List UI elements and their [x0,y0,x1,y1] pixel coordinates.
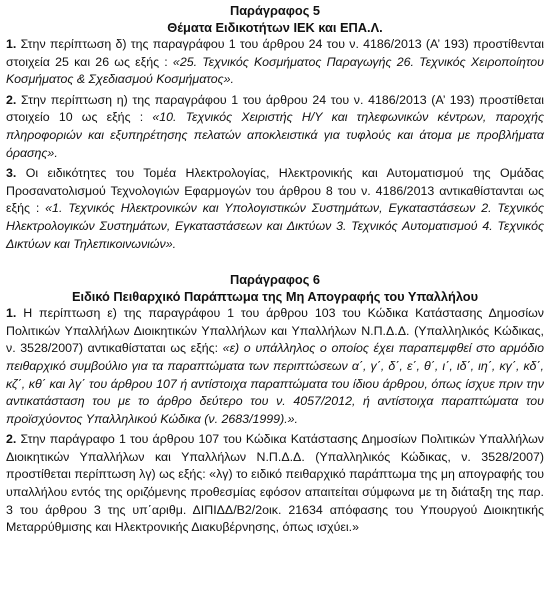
section-5-item-2 [6,92,544,162]
item-quote: «10. Τεχνικός Χειριστής Η/Υ και τηλεφωνικών κέντρων, παροχής πληροφοριών και εξυπηρέτησης πελατών αποκλειστικά για τυφλούς και άτομα με προβλήματα όρασης». [6,110,544,160]
item-text: Οι ειδικότητες του Τομέα Ηλεκτρολογίας, Ηλεκτρονικής και Αυτοματισμού της Ομάδας Προσανατολισμού Τεχνολογιών Εφαρμογών του άρθρου 8 του ν. 4186/2013 αντικαθίστανται ως εξής : [6,166,544,216]
section-5 [6,3,544,253]
item-number: 1. [6,306,17,321]
item-number: 1. [6,37,17,51]
item-text: Στην περίπτωση η) της παραγράφου 1 του άρθρου 24 του ν. 4186/2013 (Α’ 193) προστίθεται στοιχείο 10 ως εξής : [6,92,544,125]
section-5-item-3 [6,165,544,253]
item-text: Στην περίπτωση δ) της παραγράφου 1 του άρθρου 24 του ν. 4186/2013 (Α’ 193) προστίθενται στοιχεία 25 και 26 ως εξής : [6,37,544,69]
section-5-item-1 [6,36,544,89]
item-number: 2. [6,432,17,447]
section-6-subheading: Ειδικό Πειθαρχικό Παράπτωμα της Μη Απογραφής του Υπαλλήλου [71,288,479,304]
section-6 [6,272,544,537]
item-quote: «1. Τεχνικός Ηλεκτρονικών και Υπολογιστικών Συστημάτων, Εγκαταστάσεων 2. Τεχνικός Ηλεκτρολογικών Συστημάτων, Εγκαταστάσεων και Δικτύων 3. Τεχνικός Αυτοματισμού 4. Τεχνικός Δικτύων και Τηλεπικοινωνιών». [6,201,544,251]
item-quote: «ε) ο υπάλληλος ο οποίος έχει παραπεμφθεί στο αρμόδιο πειθαρχικό συμβούλιο για τα παραπτώματα των περιπτώσεων α΄, γ΄, δ΄, ε΄, θ΄, ι΄, ιδ΄, ιη΄, κγ΄, κδ΄, κζ΄, κθ΄ και λγ΄ του άρθρου 107 ή αντίστοιχα παραπτώματα του ίδιου άρθρου, όπως ίσχυε πριν την αντικατάσταση του με το άρθρο δεύτερο του ν. 4057/2012, ή αντίστοιχα παραπτώματα του προϊσχύοντος Υπαλληλικού Κώδικα (ν. 2683/1999).». [6,341,544,426]
section-6-item-2 [6,431,544,537]
section-5-heading: Παράγραφος 5 [229,3,321,18]
item-number: 2. [6,92,17,107]
item-quote: «25. Τεχνικός Κοσμήματος Παραγωγής 26. Τεχνικός Χειροποίητου Κοσμήματος & Σχεδιασμού Κοσμήματος». [6,54,544,87]
item-text: Η περίπτωση ε) της παραγράφου 1 του άρθρου 103 του Κώδικα Κατάστασης Δημοσίων Πολιτικών Υπαλλήλων Διοικητικών Υπαλλήλων και Υπαλλήλων Ν.Π.Δ.Δ. (Υπαλληλικός Κώδικας, ν. 3528/2007) αντικαθίσταται ως εξής: [6,306,544,356]
item-text: Στην παράγραφο 1 του άρθρου 107 του Κώδικα Κατάστασης Δημοσίων Πολιτικών Υπαλλήλων Διοικητικών Υπαλλήλων και Υπαλλήλων Ν.Π.Δ.Δ. (Υπαλληλικός Κώδικας, ν. 3528/2007) προστίθεται περίπτωση λγ) ως εξής: «λγ) το ειδικό πειθαρχικό παράπτωμα της μη απογραφής του υπαλλήλου εντός της οριζόμενης προθεσμίας εφόσον απαιτείται σύμφωνα με τη διάταξη της παρ. 3 του άρθρου 3 της υπ΄αριθμ. ΔΙΠΙΔΔ/Β2/2οικ. 21634 απόφασης του Υπουργού Διοικητικής Μεταρρύθμισης και Ηλεκτρονικής Διακυβέρνησης, όπως ισχύει.» [6,432,545,535]
section-5-subheading: Θέματα Ειδικοτήτων ΙΕΚ και ΕΠΑ.Λ. [167,19,383,35]
section-6-heading: Παράγραφος 6 [229,272,321,288]
item-number: 3. [6,166,17,181]
section-6-item-1 [6,305,544,428]
